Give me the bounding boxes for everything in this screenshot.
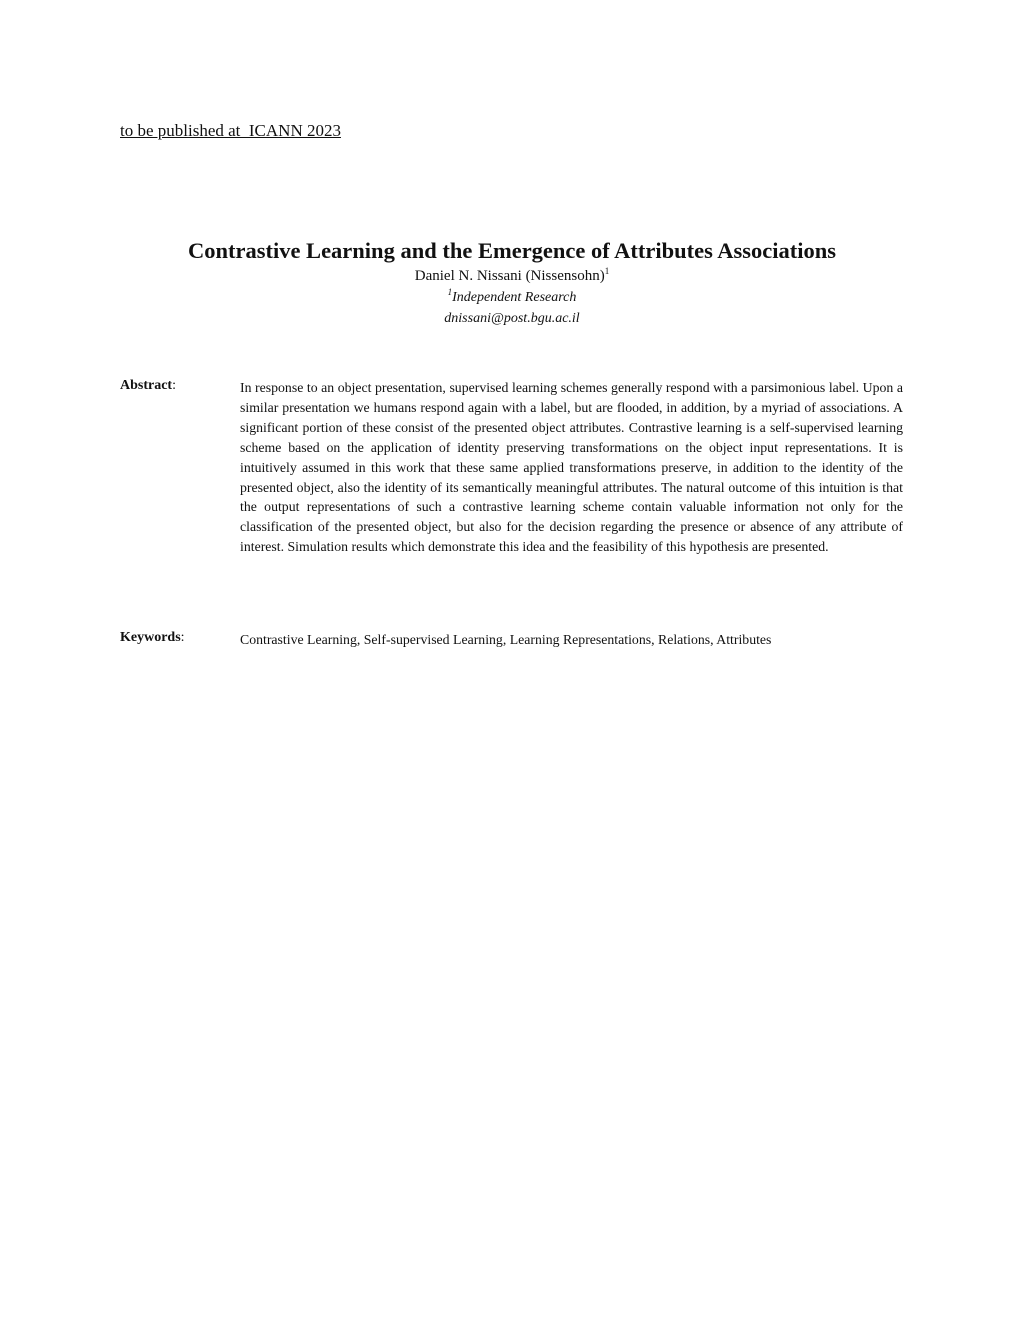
affiliation-line: [0, 287, 1024, 308]
affiliation-name: Independent Research: [452, 290, 577, 305]
publication-notice: to be published at ICANN 2023: [120, 121, 341, 140]
keywords-label-text: Keywords: [120, 630, 181, 645]
affiliation-superscript: 1: [447, 287, 453, 297]
author-name: Daniel N. Nissani (Nissensohn): [414, 268, 605, 284]
abstract-label-colon: :: [172, 378, 176, 393]
keywords-text: Contrastive Learning, Self-supervised Learning, Learning Representations, Relations, Attributes: [240, 632, 772, 647]
keywords-label-colon: :: [180, 630, 185, 645]
abstract-label: [120, 378, 176, 394]
author-email: dnissani@post.bgu.ac.il: [444, 311, 580, 326]
author-superscript: 1: [604, 266, 610, 276]
author-line: [0, 266, 1024, 286]
abstract-label-text: Abstract: [120, 378, 173, 393]
keywords-label: [120, 630, 185, 646]
abstract-text: In response to an object presentation, supervised learning schemes generally respond with a parsimonious label. Upon a similar presentation we humans respond again with a label, but are flooded, in addition, by a myriad of associations. A significant portion of these consist of the presented object attributes. Contrastive learning is a self-supervised learning scheme based on the application of identity preserving transformations on the object input representations. It is intuitively assumed in this work that these same applied transformations preserve, in addition to the identity of the presented object, also the identity of its semantically meaningful attributes. The natural outcome of this intuition is that the output representations of such a contrastive learning scheme contain valuable information not only for the classification of the presented object, but also for the decision regarding the presence or absence of any attribute of interest. Simulation results which demonstrate this idea and the feasibility of this hypothesis are presented.: [240, 380, 903, 555]
paper-title: Contrastive Learning and the Emergence of Attributes Associations: [187, 238, 837, 263]
paper-header: [0, 236, 1024, 329]
